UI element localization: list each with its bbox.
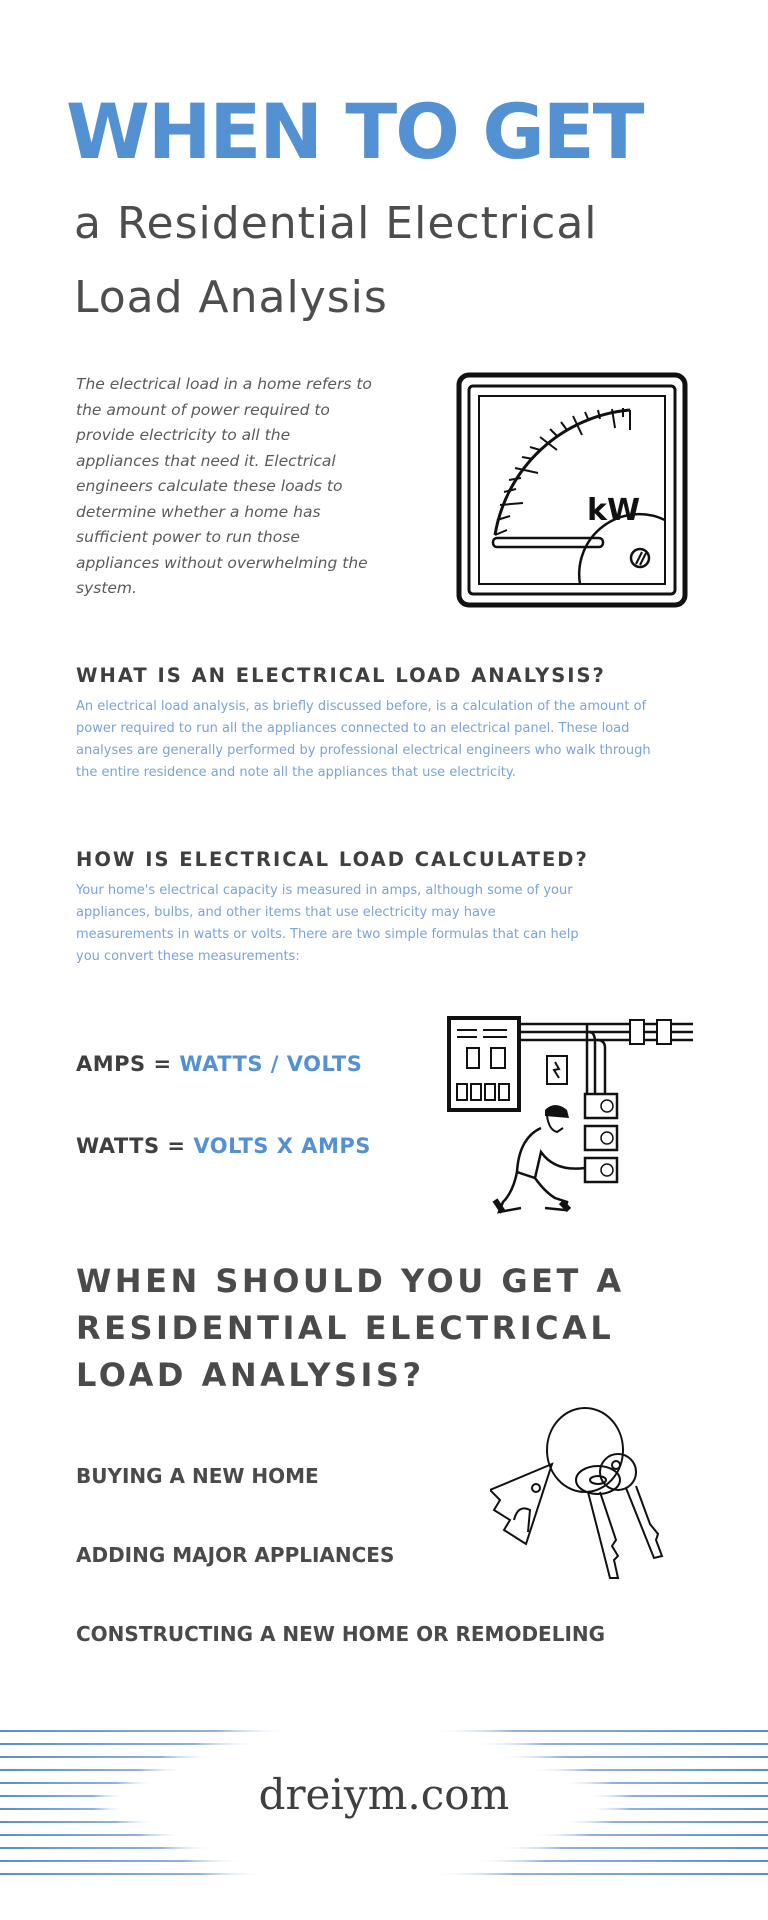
section-what-body: An electrical load analysis, as briefly discussed before, is a calculation of the amount of power required to run all the appliances connected to an electrical panel. These load analyses are generally performed by professional electrical engineers who walk through the entire residence and note all the appliances that use electricity. [76, 699, 651, 780]
section-when-heading-line3: LOAD ANALYSIS? [76, 1356, 425, 1394]
intro-paragraph: The electrical load in a home refers to the amount of power required to provide electricity to all the appliances that need it. Electrical engineers calculate these loads to determine whether a home has sufficient power to run those appliances without overwhelming the system. [76, 375, 372, 597]
formula-amps-right: WATTS / VOLTS [179, 1052, 363, 1076]
page-title: WHEN TO GET [66, 87, 643, 176]
section-how-heading: HOW IS ELECTRICAL LOAD CALCULATED? [76, 848, 589, 871]
formula-amps-left: AMPS = [76, 1052, 172, 1076]
page-subtitle-line1: a Residential Electrical [74, 198, 598, 249]
house-keys-icon [490, 1400, 670, 1580]
meter-label: kW [587, 493, 641, 528]
section-what-heading: WHAT IS AN ELECTRICAL LOAD ANALYSIS? [76, 664, 606, 687]
reason-item: ADDING MAJOR APPLIANCES [76, 1543, 395, 1567]
kw-meter-icon [455, 370, 690, 610]
formula-watts-left: WATTS = [76, 1134, 186, 1158]
formula-watts-right: VOLTS X AMPS [193, 1134, 371, 1158]
electrician-icon [445, 1012, 695, 1217]
formula-amps [76, 1052, 362, 1076]
section-when-heading-line2: RESIDENTIAL ELECTRICAL [76, 1309, 615, 1347]
page-subtitle-line2: Load Analysis [74, 272, 388, 323]
section-how-body: Your home's electrical capacity is measured in amps, although some of your appliances, bulbs, and other items that use electricity may have measurements in watts or volts. There are two simple formulas that can help you convert these measurements: [76, 883, 579, 964]
section-when-heading [76, 1258, 625, 1399]
formula-watts [76, 1134, 371, 1158]
brand-logo: dreiym.com [258, 1770, 510, 1819]
section-when-heading-line1: WHEN SHOULD YOU GET A [76, 1262, 625, 1300]
reason-item: BUYING A NEW HOME [76, 1464, 319, 1488]
reason-item: CONSTRUCTING A NEW HOME OR REMODELING [76, 1622, 606, 1646]
